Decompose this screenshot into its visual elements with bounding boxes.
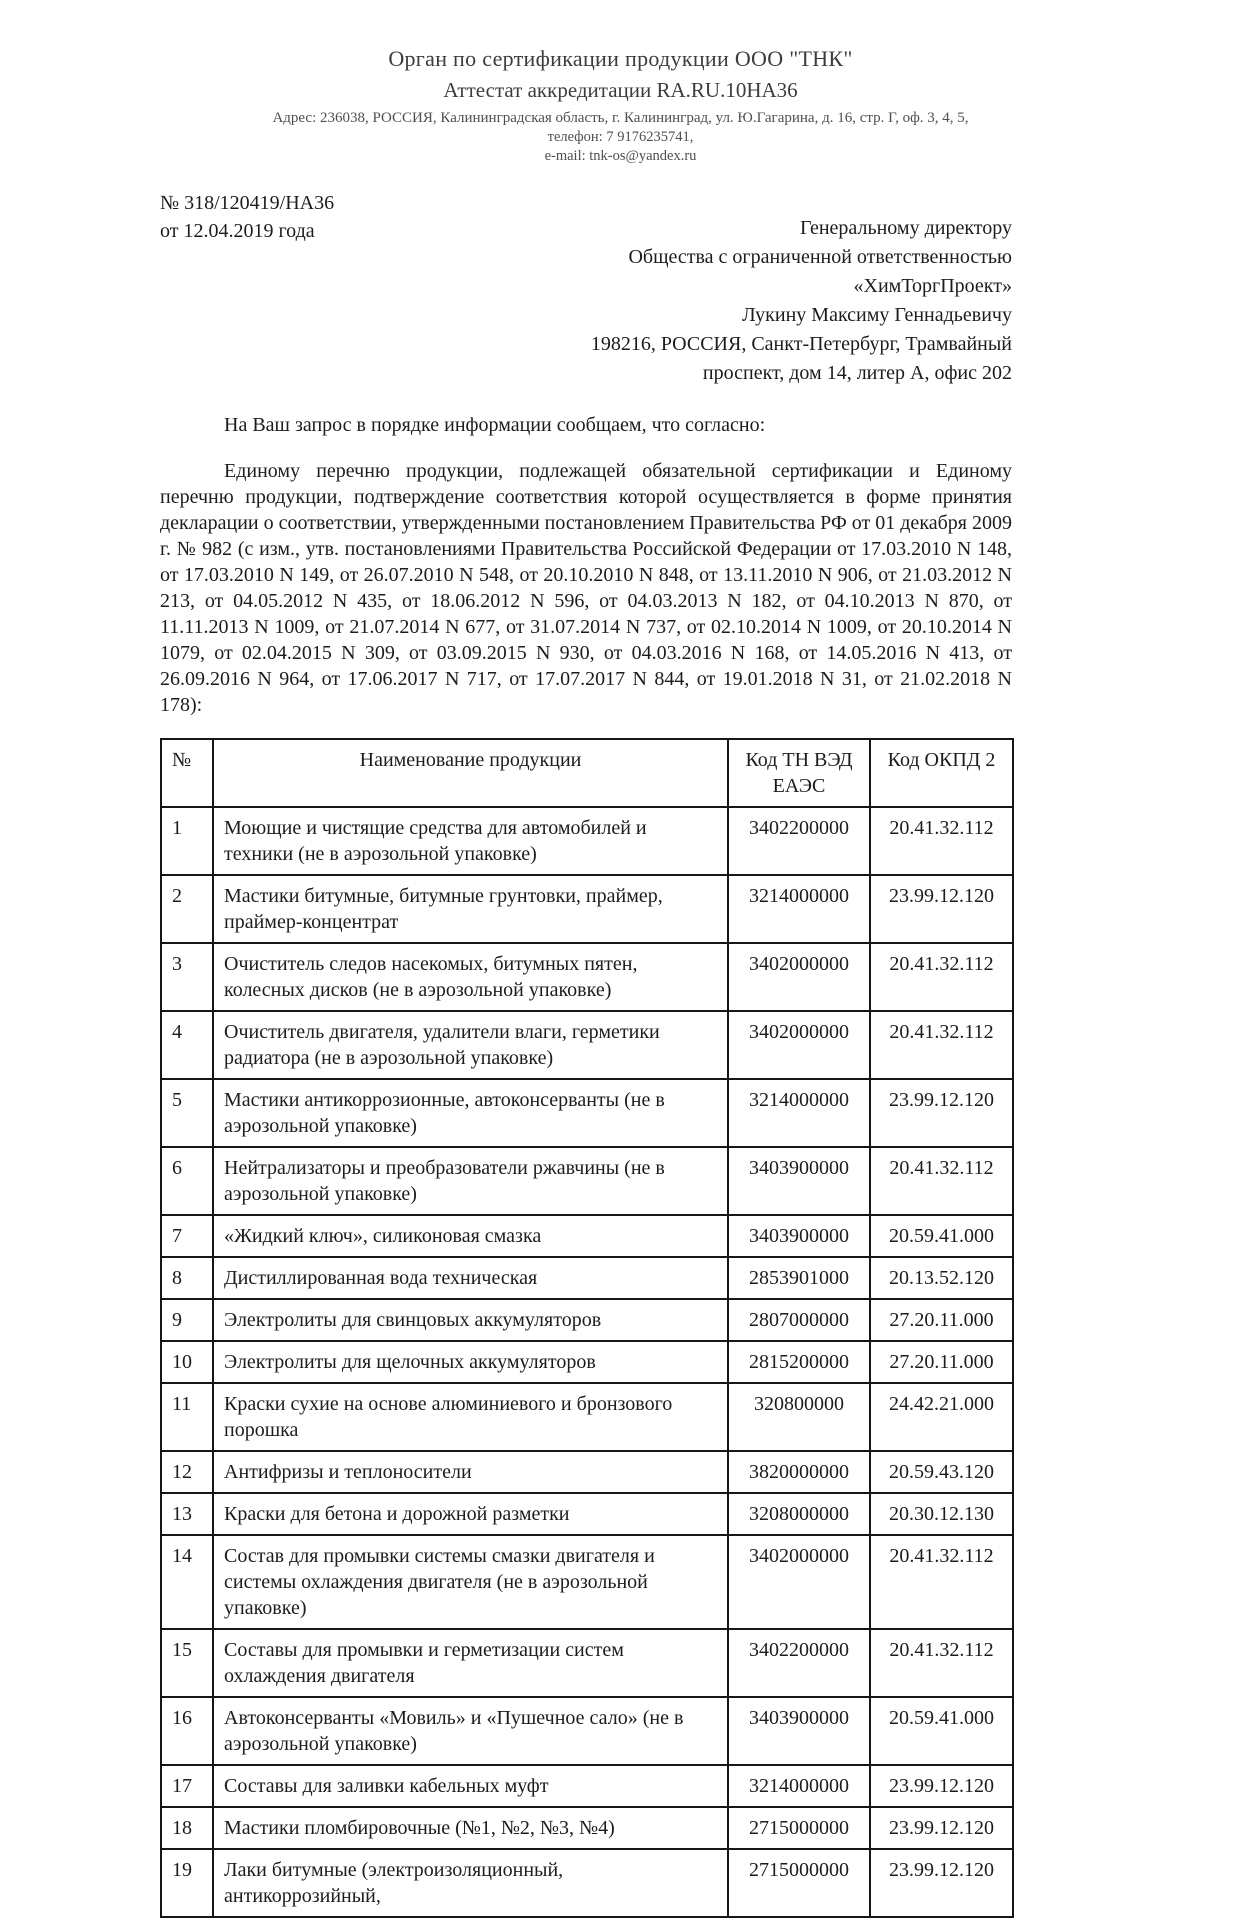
email-line: e-mail: tnk-os@yandex.ru bbox=[544, 148, 697, 164]
tnved-code: 3214000000 bbox=[728, 1079, 870, 1147]
product-name: Очиститель следов насекомых, битумных пятен, колесных дисков (не в аэрозольной упаковке) bbox=[213, 943, 728, 1011]
row-number: 10 bbox=[161, 1341, 213, 1383]
row-number: 15 bbox=[161, 1629, 213, 1697]
tnved-code: 2715000000 bbox=[728, 1849, 870, 1917]
table-row bbox=[161, 1257, 1013, 1299]
intro-paragraph: На Ваш запрос в порядке информации сообщаем, что согласно: bbox=[224, 414, 766, 436]
table-row bbox=[161, 1807, 1013, 1849]
tnved-code: 3402200000 bbox=[728, 1629, 870, 1697]
row-number: 17 bbox=[161, 1765, 213, 1807]
product-name: Моющие и чистящие средства для автомобилей и техники (не в аэрозольной упаковке) bbox=[213, 807, 728, 875]
okpd-code: 20.59.41.000 bbox=[870, 1697, 1013, 1765]
body-paragraph: Единому перечню продукции, подлежащей обязательной сертификации и Единому перечню продукции, подтверждение соответствия которой осуществляется в форме принятия декларации о соответствии, утвержденными постановлением Правительства РФ от 01 декабря 2009 г. № 982 (с изм., утв. постановлениями Правительства Российской Федерации от 17.03.2010 N 148, от 17.03.2010 N 149, от 26.07.2010 N 548, от 20.10.2010 N 848, от 13.11.2010 N 906, от 21.03.2012 N 213, от 04.05.2012 N 435, от 18.06.2012 N 596, от 04.03.2013 N 182, от 04.10.2013 N 870, от 11.11.2013 N 1009, от 21.07.2014 N 677, от 31.07.2014 N 737, от 02.10.2014 N 1009, от 20.10.2014 N 1079, от 02.04.2015 N 309, от 03.09.2015 N 930, от 04.03.2016 N 168, от 14.05.2016 N 413, от 26.09.2016 N 964, от 17.06.2017 N 717, от 17.07.2017 N 844, от 19.01.2018 N 31, от 21.02.2018 N 178): bbox=[160, 460, 1012, 716]
table-row bbox=[161, 1011, 1013, 1079]
product-name: Состав для промывки системы смазки двигателя и системы охлаждения двигателя (не в аэрозольной упаковке) bbox=[213, 1535, 728, 1629]
row-number: 4 bbox=[161, 1011, 213, 1079]
table-row bbox=[161, 943, 1013, 1011]
col-header-product-name: Наименование продукции bbox=[213, 739, 728, 807]
tnved-code: 2715000000 bbox=[728, 1807, 870, 1849]
tnved-code: 2807000000 bbox=[728, 1299, 870, 1341]
tnved-code: 3208000000 bbox=[728, 1493, 870, 1535]
tnved-code: 3214000000 bbox=[728, 875, 870, 943]
table-row bbox=[161, 1147, 1013, 1215]
table-header-row bbox=[161, 739, 1013, 807]
okpd-code: 24.42.21.000 bbox=[870, 1383, 1013, 1451]
okpd-code: 23.99.12.120 bbox=[870, 875, 1013, 943]
okpd-code: 23.99.12.120 bbox=[870, 1849, 1013, 1917]
tnved-code: 2853901000 bbox=[728, 1257, 870, 1299]
phone-line: телефон: 7 9176235741, bbox=[547, 129, 694, 145]
product-name: Мастики пломбировочные (№1, №2, №3, №4) bbox=[213, 1807, 728, 1849]
tnved-code: 3402000000 bbox=[728, 1535, 870, 1629]
address-line: Адрес: 236038, РОССИЯ, Калининградская область, г. Калининград, ул. Ю.Гагарина, д. 16, стр. Г, оф. 3, 4, 5, bbox=[272, 110, 969, 126]
product-name: Мастики антикоррозионные, автоконсерванты (не в аэрозольной упаковке) bbox=[213, 1079, 728, 1147]
okpd-code: 20.41.32.112 bbox=[870, 1629, 1013, 1697]
tnved-code: 2815200000 bbox=[728, 1341, 870, 1383]
table-row bbox=[161, 1383, 1013, 1451]
tnved-code: 3403900000 bbox=[728, 1215, 870, 1257]
reference-block bbox=[160, 189, 334, 388]
col-header-tnved: Код ТН ВЭД ЕАЭС bbox=[728, 739, 870, 807]
row-number: 7 bbox=[161, 1215, 213, 1257]
tnved-code: 3403900000 bbox=[728, 1697, 870, 1765]
recipient-line: Генеральному директору bbox=[799, 217, 1012, 239]
product-name: Очиститель двигателя, удалители влаги, герметики радиатора (не в аэрозольной упаковке) bbox=[213, 1011, 728, 1079]
product-table-body bbox=[161, 807, 1013, 1917]
row-number: 14 bbox=[161, 1535, 213, 1629]
product-name: «Жидкий ключ», силиконовая смазка bbox=[213, 1215, 728, 1257]
tnved-code: 3402200000 bbox=[728, 807, 870, 875]
row-number: 1 bbox=[161, 807, 213, 875]
table-row bbox=[161, 1079, 1013, 1147]
row-number: 5 bbox=[161, 1079, 213, 1147]
product-name: Дистиллированная вода техническая bbox=[213, 1257, 728, 1299]
ref-and-recipient bbox=[160, 189, 1012, 388]
product-name: Краски для бетона и дорожной разметки bbox=[213, 1493, 728, 1535]
okpd-code: 20.30.12.130 bbox=[870, 1493, 1013, 1535]
recipient-line: 198216, РОССИЯ, Санкт-Петербург, Трамвайный bbox=[590, 333, 1012, 355]
tnved-code: 3403900000 bbox=[728, 1147, 870, 1215]
products-table bbox=[160, 738, 1014, 1918]
product-name: Антифризы и теплоносители bbox=[213, 1451, 728, 1493]
reference-number: № 318/120419/НА36 bbox=[160, 192, 335, 214]
recipient-line: Общества с ограниченной ответственностью bbox=[628, 246, 1012, 268]
tnved-code: 3402000000 bbox=[728, 1011, 870, 1079]
product-name: Составы для промывки и герметизации систем охлаждения двигателя bbox=[213, 1629, 728, 1697]
table-row bbox=[161, 1535, 1013, 1629]
col-header-number: № bbox=[161, 739, 213, 807]
row-number: 6 bbox=[161, 1147, 213, 1215]
recipient-line: проспект, дом 14, литер А, офис 202 bbox=[702, 362, 1012, 384]
okpd-code: 20.59.43.120 bbox=[870, 1451, 1013, 1493]
product-name: Электролиты для свинцовых аккумуляторов bbox=[213, 1299, 728, 1341]
okpd-code: 23.99.12.120 bbox=[870, 1079, 1013, 1147]
row-number: 16 bbox=[161, 1697, 213, 1765]
table-row bbox=[161, 807, 1013, 875]
letterhead bbox=[0, 0, 1241, 165]
product-name: Лаки битумные (электроизоляционный, антикоррозийный, bbox=[213, 1849, 728, 1917]
tnved-code: 3214000000 bbox=[728, 1765, 870, 1807]
okpd-code: 20.13.52.120 bbox=[870, 1257, 1013, 1299]
okpd-code: 23.99.12.120 bbox=[870, 1807, 1013, 1849]
table-row bbox=[161, 1215, 1013, 1257]
product-name: Составы для заливки кабельных муфт bbox=[213, 1765, 728, 1807]
table-row bbox=[161, 1299, 1013, 1341]
row-number: 13 bbox=[161, 1493, 213, 1535]
table-row bbox=[161, 1765, 1013, 1807]
okpd-code: 20.41.32.112 bbox=[870, 807, 1013, 875]
table-row bbox=[161, 1451, 1013, 1493]
product-name: Автоконсерванты «Мовиль» и «Пушечное сало» (не в аэрозольной упаковке) bbox=[213, 1697, 728, 1765]
table-row bbox=[161, 1629, 1013, 1697]
recipient-line: Лукину Максиму Геннадьевичу bbox=[742, 304, 1012, 326]
letter-content bbox=[160, 189, 1012, 1918]
product-name: Электролиты для щелочных аккумуляторов bbox=[213, 1341, 728, 1383]
row-number: 12 bbox=[161, 1451, 213, 1493]
row-number: 11 bbox=[161, 1383, 213, 1451]
tnved-code: 320800000 bbox=[728, 1383, 870, 1451]
row-number: 19 bbox=[161, 1849, 213, 1917]
row-number: 3 bbox=[161, 943, 213, 1011]
table-row bbox=[161, 1341, 1013, 1383]
okpd-code: 20.41.32.112 bbox=[870, 1535, 1013, 1629]
okpd-code: 20.41.32.112 bbox=[870, 1011, 1013, 1079]
okpd-code: 23.99.12.120 bbox=[870, 1765, 1013, 1807]
okpd-code: 20.59.41.000 bbox=[870, 1215, 1013, 1257]
table-row bbox=[161, 875, 1013, 943]
product-name: Мастики битумные, битумные грунтовки, праймер, праймер-концентрат bbox=[213, 875, 728, 943]
okpd-code: 20.41.32.112 bbox=[870, 943, 1013, 1011]
table-row bbox=[161, 1493, 1013, 1535]
row-number: 18 bbox=[161, 1807, 213, 1849]
tnved-code: 3820000000 bbox=[728, 1451, 870, 1493]
recipient-block bbox=[591, 214, 1012, 388]
certification-body-name: Орган по сертификации продукции ООО "ТНК" bbox=[388, 46, 853, 71]
table-row bbox=[161, 1849, 1013, 1917]
okpd-code: 27.20.11.000 bbox=[870, 1299, 1013, 1341]
row-number: 8 bbox=[161, 1257, 213, 1299]
recipient-line: «ХимТоргПроект» bbox=[853, 275, 1012, 297]
accreditation-line: Аттестат аккредитации RA.RU.10НА36 bbox=[443, 78, 798, 102]
row-number: 2 bbox=[161, 875, 213, 943]
row-number: 9 bbox=[161, 1299, 213, 1341]
tnved-code: 3402000000 bbox=[728, 943, 870, 1011]
okpd-code: 27.20.11.000 bbox=[870, 1341, 1013, 1383]
reference-date: от 12.04.2019 года bbox=[160, 220, 315, 242]
okpd-code: 20.41.32.112 bbox=[870, 1147, 1013, 1215]
product-name: Краски сухие на основе алюминиевого и бронзового порошка bbox=[213, 1383, 728, 1451]
col-header-okpd: Код ОКПД 2 bbox=[870, 739, 1013, 807]
product-name: Нейтрализаторы и преобразователи ржавчины (не в аэрозольной упаковке) bbox=[213, 1147, 728, 1215]
